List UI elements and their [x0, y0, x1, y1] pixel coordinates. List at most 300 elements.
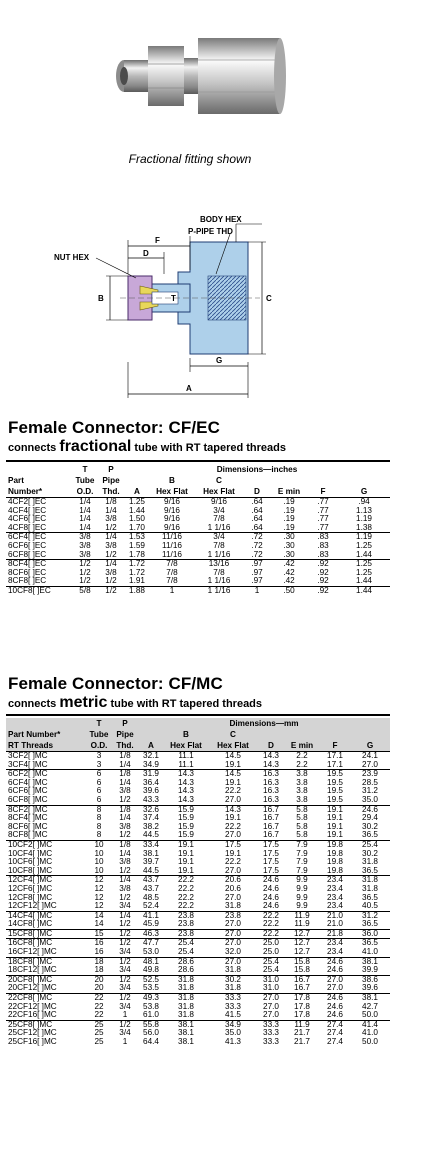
table-cell: 1/2 — [105, 549, 117, 559]
table-cell: 21.7 — [294, 1028, 310, 1038]
table-cell: 23.9 — [350, 770, 390, 779]
table-cell: 28.5 — [362, 777, 378, 787]
table-cell: 1/4 — [112, 911, 138, 920]
label-p-pipe-thd: P-PIPE THD — [188, 227, 233, 236]
table-cell: .42 — [283, 576, 295, 586]
table-cell: 25 — [94, 1037, 104, 1046]
table-cell: 23.4 — [320, 939, 350, 948]
part-number-cell: 10CF8[ ]MC — [8, 865, 53, 875]
table-cell: 39.7 — [143, 857, 159, 867]
table-cell: .92 — [317, 567, 329, 577]
table-cell: 14.3 — [263, 759, 279, 769]
table-cell: 1/4 — [119, 848, 131, 858]
table-cell: 5/8 — [72, 586, 98, 595]
header-blank — [6, 718, 86, 729]
label-f: F — [155, 236, 160, 245]
table-cell: 34.9 — [208, 1020, 258, 1029]
table-cell: 17.5 — [263, 848, 279, 858]
table-cell: 7.9 — [284, 840, 320, 849]
part-number-cell: 8CF6[ ]EC — [8, 567, 47, 577]
table-cell: 22.2 — [178, 883, 194, 893]
table-cell: 8 — [86, 805, 112, 814]
table-cell: 31.9 — [138, 770, 164, 779]
table-cell: 15.8 — [294, 965, 310, 975]
table-cell: 1/2 — [105, 522, 117, 532]
table-cell: .94 — [338, 498, 390, 507]
table-cell: 5.8 — [284, 805, 320, 814]
part-number-cell: 4CF8[ ]EC — [8, 522, 47, 532]
table-cell: 53.5 — [143, 983, 159, 993]
table-cell: 49.3 — [138, 994, 164, 1003]
table-row — [6, 524, 390, 533]
table-cell: 43.7 — [143, 883, 159, 893]
part-number-cell: 3CF4[ ]MC — [8, 759, 48, 769]
table-cell: 24.6 — [258, 876, 284, 885]
header-p: P — [108, 465, 114, 474]
table-cell: 32.1 — [138, 752, 164, 761]
header-p: P — [112, 718, 138, 729]
table-cell: 25 — [94, 1028, 104, 1038]
table-cell: 19.1 — [225, 848, 241, 858]
header-thd: Thd. — [112, 740, 138, 752]
part-number-cell: 22CF16[ ]MC — [8, 1010, 57, 1020]
table-cell: 3/4 — [213, 505, 225, 515]
table-cell: 3 — [96, 759, 102, 769]
table-cell: 24.6 — [263, 883, 279, 893]
header-g: G — [350, 740, 390, 752]
table-cell: 1/2 — [119, 794, 131, 804]
table-cell: 12 — [94, 892, 104, 902]
part-number-cell: 10CF8[ ]EC — [6, 586, 72, 595]
label-a: A — [186, 384, 192, 393]
table-cell: 31.8 — [225, 983, 241, 993]
table-cell: 45.9 — [143, 919, 159, 929]
table-cell: 30.2 — [208, 975, 258, 984]
table-cell: 1/4 — [79, 514, 91, 524]
table-row — [6, 577, 390, 586]
table-cell: 36.5 — [362, 830, 378, 840]
table-cell: 1.50 — [129, 514, 145, 524]
table-cell: 1/2 — [79, 576, 91, 586]
table-cell: 27.4 — [327, 1028, 343, 1038]
table-cell: 27.0 — [362, 759, 378, 769]
table-cell: 31.8 — [225, 965, 241, 975]
header-c-hex-flat: Hex Flat — [208, 740, 258, 752]
table-cell: 20 — [94, 983, 104, 993]
table-cell: .83 — [308, 533, 338, 542]
table-cell: 38.2 — [143, 821, 159, 831]
metric-section-subtitle — [8, 694, 262, 712]
table-cell: 22 — [94, 1010, 104, 1020]
table-cell: 3/8 — [72, 533, 98, 542]
header-c-hex-flat: Hex Flat — [194, 486, 244, 498]
subtitle-pre: connects — [8, 698, 60, 710]
table-cell: 1/8 — [112, 805, 138, 814]
metric-dimensions-table — [6, 718, 390, 1047]
table-cell: 50.0 — [362, 1037, 378, 1046]
table-cell: 1/8 — [112, 752, 138, 761]
header-dimensions: Dimensions—mm — [138, 718, 390, 729]
table-cell: 19.1 — [320, 805, 350, 814]
header-pipe: Pipe — [112, 729, 138, 740]
table-cell: 34.9 — [143, 759, 159, 769]
table-cell: 1.53 — [124, 533, 150, 542]
table-cell: 3/8 — [79, 540, 91, 550]
table-cell: 24.6 — [320, 957, 350, 966]
table-cell: 44.5 — [143, 830, 159, 840]
table-cell: 1.13 — [356, 505, 372, 515]
table-cell: 16.7 — [258, 805, 284, 814]
part-number-cell: 4CF2[ ]EC — [6, 498, 72, 507]
table-cell: .42 — [270, 560, 308, 569]
subtitle-pre: connects — [8, 442, 60, 454]
table-cell: 23.8 — [164, 929, 208, 939]
table-cell: 1 — [122, 1010, 128, 1020]
table-cell: 1/4 — [79, 522, 91, 532]
table-cell: .72 — [251, 540, 263, 550]
fractional-section-title: Female Connector: CF/EC — [8, 418, 220, 437]
table-cell: 1/2 — [79, 567, 91, 577]
table-cell: 1/4 — [72, 498, 98, 507]
table-cell: 9/16 — [164, 505, 180, 515]
table-cell: .92 — [308, 586, 338, 595]
table-cell: 22.2 — [258, 911, 284, 920]
table-cell: 24.6 — [327, 965, 343, 975]
table-cell: 43.7 — [138, 876, 164, 885]
part-number-cell: 14CF4[ ]MC — [6, 911, 86, 920]
table-cell: 33.3 — [263, 1028, 279, 1038]
table-cell: 27.0 — [208, 957, 258, 966]
table-cell: 53.0 — [143, 947, 159, 957]
table-cell: 18 — [86, 957, 112, 966]
table-cell: 48.1 — [138, 957, 164, 966]
table-row — [6, 902, 390, 911]
table-cell: 1.72 — [124, 560, 150, 569]
header-d: D — [258, 740, 284, 752]
table-cell: 1/4 — [112, 876, 138, 885]
table-cell: .42 — [283, 567, 295, 577]
table-cell: 38.6 — [350, 975, 390, 984]
table-cell: 16.3 — [258, 770, 284, 779]
table-cell: 29.4 — [362, 813, 378, 823]
table-cell: 27.0 — [225, 892, 241, 902]
table-cell: 19.1 — [178, 848, 194, 858]
header-a: A — [138, 740, 164, 752]
header-tube: Tube — [75, 476, 95, 485]
table-cell: 1/8 — [98, 498, 124, 507]
header-part: Part — [8, 476, 24, 485]
table-cell: 1/4 — [98, 560, 124, 569]
table-cell: .97 — [251, 576, 263, 586]
part-number-cell: 8CF4[ ]EC — [6, 560, 72, 569]
header-b: B — [169, 476, 175, 485]
table-cell: 1/2 — [119, 892, 131, 902]
table-cell: 12 — [94, 883, 104, 893]
table-cell: .72 — [251, 549, 263, 559]
table-cell: 9.9 — [296, 883, 308, 893]
label-g: G — [216, 356, 223, 365]
table-cell: 3 — [86, 752, 112, 761]
table-cell: 1.44 — [129, 505, 145, 515]
table-cell: 37.4 — [143, 813, 159, 823]
table-cell: 1/2 — [72, 560, 98, 569]
table-cell: 25.4 — [263, 965, 279, 975]
table-cell: 23.8 — [178, 919, 194, 929]
table-cell: 15.9 — [178, 813, 194, 823]
table-cell: 19.1 — [327, 821, 343, 831]
table-cell: 1/4 — [119, 777, 131, 787]
table-cell: 27.0 — [225, 794, 241, 804]
table-cell: 2.2 — [284, 752, 320, 761]
table-cell: 15 — [86, 929, 112, 939]
table-cell: 22.2 — [178, 892, 194, 902]
table-cell: 11/16 — [162, 549, 182, 559]
label-d: D — [143, 249, 149, 258]
part-number-cell: 16CF12[ ]MC — [8, 947, 57, 957]
label-c: C — [266, 294, 272, 303]
header-b: B — [164, 729, 208, 740]
table-cell: 38.1 — [350, 994, 390, 1003]
table-cell: 31.8 — [164, 975, 208, 984]
table-cell: 38.1 — [350, 957, 390, 966]
header-number: Number* — [6, 486, 72, 498]
table-cell: 1/2 — [112, 994, 138, 1003]
table-cell: 1.44 — [356, 576, 372, 586]
table-cell: 12 — [86, 876, 112, 885]
label-b: B — [98, 294, 104, 303]
table-cell: .72 — [244, 533, 270, 542]
table-cell: 9/16 — [164, 514, 180, 524]
table-cell: 16.7 — [284, 975, 320, 984]
table-cell: 3/8 — [119, 786, 131, 796]
table-cell: 41.4 — [350, 1020, 390, 1029]
table-cell: 17.5 — [263, 857, 279, 867]
table-cell: 9/16 — [194, 498, 244, 507]
header-c: C — [216, 476, 222, 485]
part-number-cell: 6CF8[ ]EC — [8, 549, 47, 559]
table-cell: 33.3 — [225, 1001, 241, 1011]
table-cell: .64 — [244, 498, 270, 507]
table-cell: .77 — [317, 522, 329, 532]
table-cell: 30.2 — [362, 821, 378, 831]
table-cell: 22.2 — [225, 786, 241, 796]
table-cell: 55.8 — [138, 1020, 164, 1029]
table-cell: 36.5 — [362, 919, 378, 929]
table-cell: 10 — [94, 857, 104, 867]
table-cell: 19.8 — [327, 848, 343, 858]
table-cell: 35.0 — [225, 1028, 241, 1038]
table-cell: 32.6 — [138, 805, 164, 814]
table-cell: 1 1/16 — [207, 576, 231, 586]
table-cell: 23.4 — [320, 876, 350, 885]
table-cell: 39.6 — [362, 983, 378, 993]
table-cell: 1/4 — [119, 759, 131, 769]
table-row — [6, 507, 390, 516]
table-cell: 31.8 — [225, 901, 241, 911]
table-row — [6, 1038, 390, 1047]
table-cell: 27.0 — [258, 994, 284, 1003]
table-cell: 1.38 — [356, 522, 372, 532]
header-a: A — [124, 486, 150, 498]
table-cell: 19.8 — [327, 857, 343, 867]
table-cell: 22 — [94, 1001, 104, 1011]
table-cell: 27.0 — [327, 983, 343, 993]
table-cell: 25.4 — [350, 840, 390, 849]
table-cell: 27.4 — [327, 1037, 343, 1046]
table-cell: 16 — [86, 939, 112, 948]
table-cell: 22.2 — [263, 919, 279, 929]
table-cell: 47.7 — [138, 939, 164, 948]
label-nut-hex: NUT HEX — [54, 253, 90, 262]
table-cell: 24.6 — [263, 892, 279, 902]
part-number-cell: 12CF12[ ]MC — [8, 901, 57, 911]
table-cell: 56.0 — [143, 1028, 159, 1038]
table-cell: 3/4 — [119, 965, 131, 975]
table-cell: 1.44 — [356, 549, 372, 559]
table-cell: 36.5 — [350, 939, 390, 948]
table-cell: 3/4 — [194, 533, 244, 542]
table-cell: 3.8 — [296, 786, 308, 796]
table-cell: 5.8 — [296, 821, 308, 831]
part-number-cell: 16CF8[ ]MC — [6, 939, 86, 948]
table-cell: 25.4 — [164, 939, 208, 948]
part-number-cell: 6CF6[ ]MC — [8, 786, 48, 796]
table-cell: 24.6 — [320, 994, 350, 1003]
part-number-cell: 25CF12[ ]MC — [8, 1028, 57, 1038]
table-cell: 14.3 — [208, 805, 258, 814]
table-cell: 8 — [96, 821, 102, 831]
header-t: T — [82, 465, 88, 474]
table-cell: 15.9 — [178, 821, 194, 831]
table-cell: 1/2 — [119, 830, 131, 840]
part-number-cell: 25CF8[ ]MC — [6, 1020, 86, 1029]
table-row — [6, 920, 390, 929]
table-cell: 12.7 — [294, 947, 310, 957]
table-cell: 7.9 — [296, 865, 308, 875]
part-number-cell: 8CF6[ ]MC — [8, 821, 48, 831]
table-cell: 3/4 — [119, 947, 131, 957]
table-cell: 19.5 — [327, 794, 343, 804]
table-cell: 31.8 — [164, 994, 208, 1003]
table-cell: 19.1 — [327, 813, 343, 823]
table-row — [6, 515, 390, 524]
table-cell: 33.3 — [208, 994, 258, 1003]
table-row — [6, 542, 390, 551]
table-cell: 27.0 — [263, 1001, 279, 1011]
table-cell: 8 — [96, 813, 102, 823]
table-cell: 14.3 — [178, 786, 194, 796]
header-part-number: Part Number* — [6, 729, 86, 740]
table-cell: 15.8 — [284, 957, 320, 966]
table-cell: 12.7 — [284, 939, 320, 948]
table-cell: 1 1/16 — [194, 586, 244, 595]
header-od: O.D. — [72, 486, 98, 498]
table-cell: 1/2 — [119, 865, 131, 875]
table-cell: 6 — [96, 777, 102, 787]
header-b-hex-flat: Hex Flat — [150, 486, 194, 498]
table-cell: 52.5 — [138, 975, 164, 984]
table-cell: 6 — [96, 794, 102, 804]
table-row — [6, 1011, 390, 1020]
table-cell: 14 — [86, 911, 112, 920]
table-cell: 27.0 — [208, 939, 258, 948]
table-cell: 30.2 — [362, 848, 378, 858]
table-cell: 36.0 — [350, 929, 390, 939]
table-cell: 2.2 — [296, 759, 308, 769]
table-cell: 1.25 — [356, 540, 372, 550]
table-cell: 16.3 — [263, 786, 279, 796]
figure-caption: Fractional fitting shown — [128, 152, 252, 166]
table-cell: 21.8 — [320, 929, 350, 939]
table-cell: .97 — [244, 560, 270, 569]
table-cell: 35.0 — [362, 794, 378, 804]
part-number-cell: 22CF12[ ]MC — [8, 1001, 57, 1011]
table-row — [6, 569, 390, 578]
table-cell: 1/2 — [112, 975, 138, 984]
table-cell: .50 — [270, 586, 308, 595]
table-cell: 44.5 — [143, 865, 159, 875]
table-cell: .83 — [317, 540, 329, 550]
table-cell: 1.78 — [129, 549, 145, 559]
table-cell: 53.8 — [143, 1001, 159, 1011]
table-cell: 1.25 — [356, 567, 372, 577]
part-number-cell: 4CF6[ ]EC — [8, 514, 47, 524]
part-number-cell: 15CF8[ ]MC — [6, 929, 86, 939]
table-cell: 41.5 — [225, 1010, 241, 1020]
part-number-cell: 12CF6[ ]MC — [8, 883, 53, 893]
table-cell: 61.0 — [143, 1010, 159, 1020]
table-cell: 31.0 — [258, 975, 284, 984]
part-number-cell: 10CF2[ ]MC — [6, 840, 86, 849]
table-cell: .77 — [317, 505, 329, 515]
table-cell: 19.1 — [225, 777, 241, 787]
table-cell: 1 1/16 — [207, 549, 231, 559]
header-b-hex-flat: Hex Flat — [164, 740, 208, 752]
table-cell: 23.4 — [327, 892, 343, 902]
table-cell: 31.8 — [178, 1001, 194, 1011]
fitting-cross-section-diagram — [40, 212, 340, 412]
table-cell: 50.0 — [362, 1010, 378, 1020]
table-cell: 17.5 — [208, 840, 258, 849]
table-cell: 27.0 — [263, 1010, 279, 1020]
table-cell: 1/2 — [119, 919, 131, 929]
table-cell: 6 — [86, 770, 112, 779]
table-cell: 31.8 — [350, 876, 390, 885]
table-cell: 7.9 — [296, 857, 308, 867]
table-cell: 25.4 — [178, 947, 194, 957]
table-row — [6, 533, 390, 542]
table-cell: 1.91 — [129, 576, 145, 586]
part-number-cell: 10CF6[ ]MC — [8, 857, 53, 867]
table-cell: 14.3 — [258, 752, 284, 761]
table-cell: .64 — [251, 522, 263, 532]
part-number-cell: 12CF8[ ]MC — [8, 892, 53, 902]
table-cell: 38.1 — [164, 1020, 208, 1029]
table-cell: 19.5 — [320, 770, 350, 779]
table-cell: 3/4 — [119, 1001, 131, 1011]
table-cell: 3/4 — [119, 983, 131, 993]
fractional-section-subtitle — [8, 438, 286, 456]
table-cell: 17.8 — [294, 1010, 310, 1020]
table-cell: 25.4 — [258, 957, 284, 966]
table-cell: 19.1 — [178, 865, 194, 875]
table-cell: 1.19 — [338, 533, 390, 542]
table-cell: 19.1 — [178, 857, 194, 867]
table-cell: 16.7 — [263, 830, 279, 840]
table-cell: 11.9 — [284, 1020, 320, 1029]
table-cell: 31.0 — [263, 983, 279, 993]
table-cell: 19.5 — [327, 777, 343, 787]
